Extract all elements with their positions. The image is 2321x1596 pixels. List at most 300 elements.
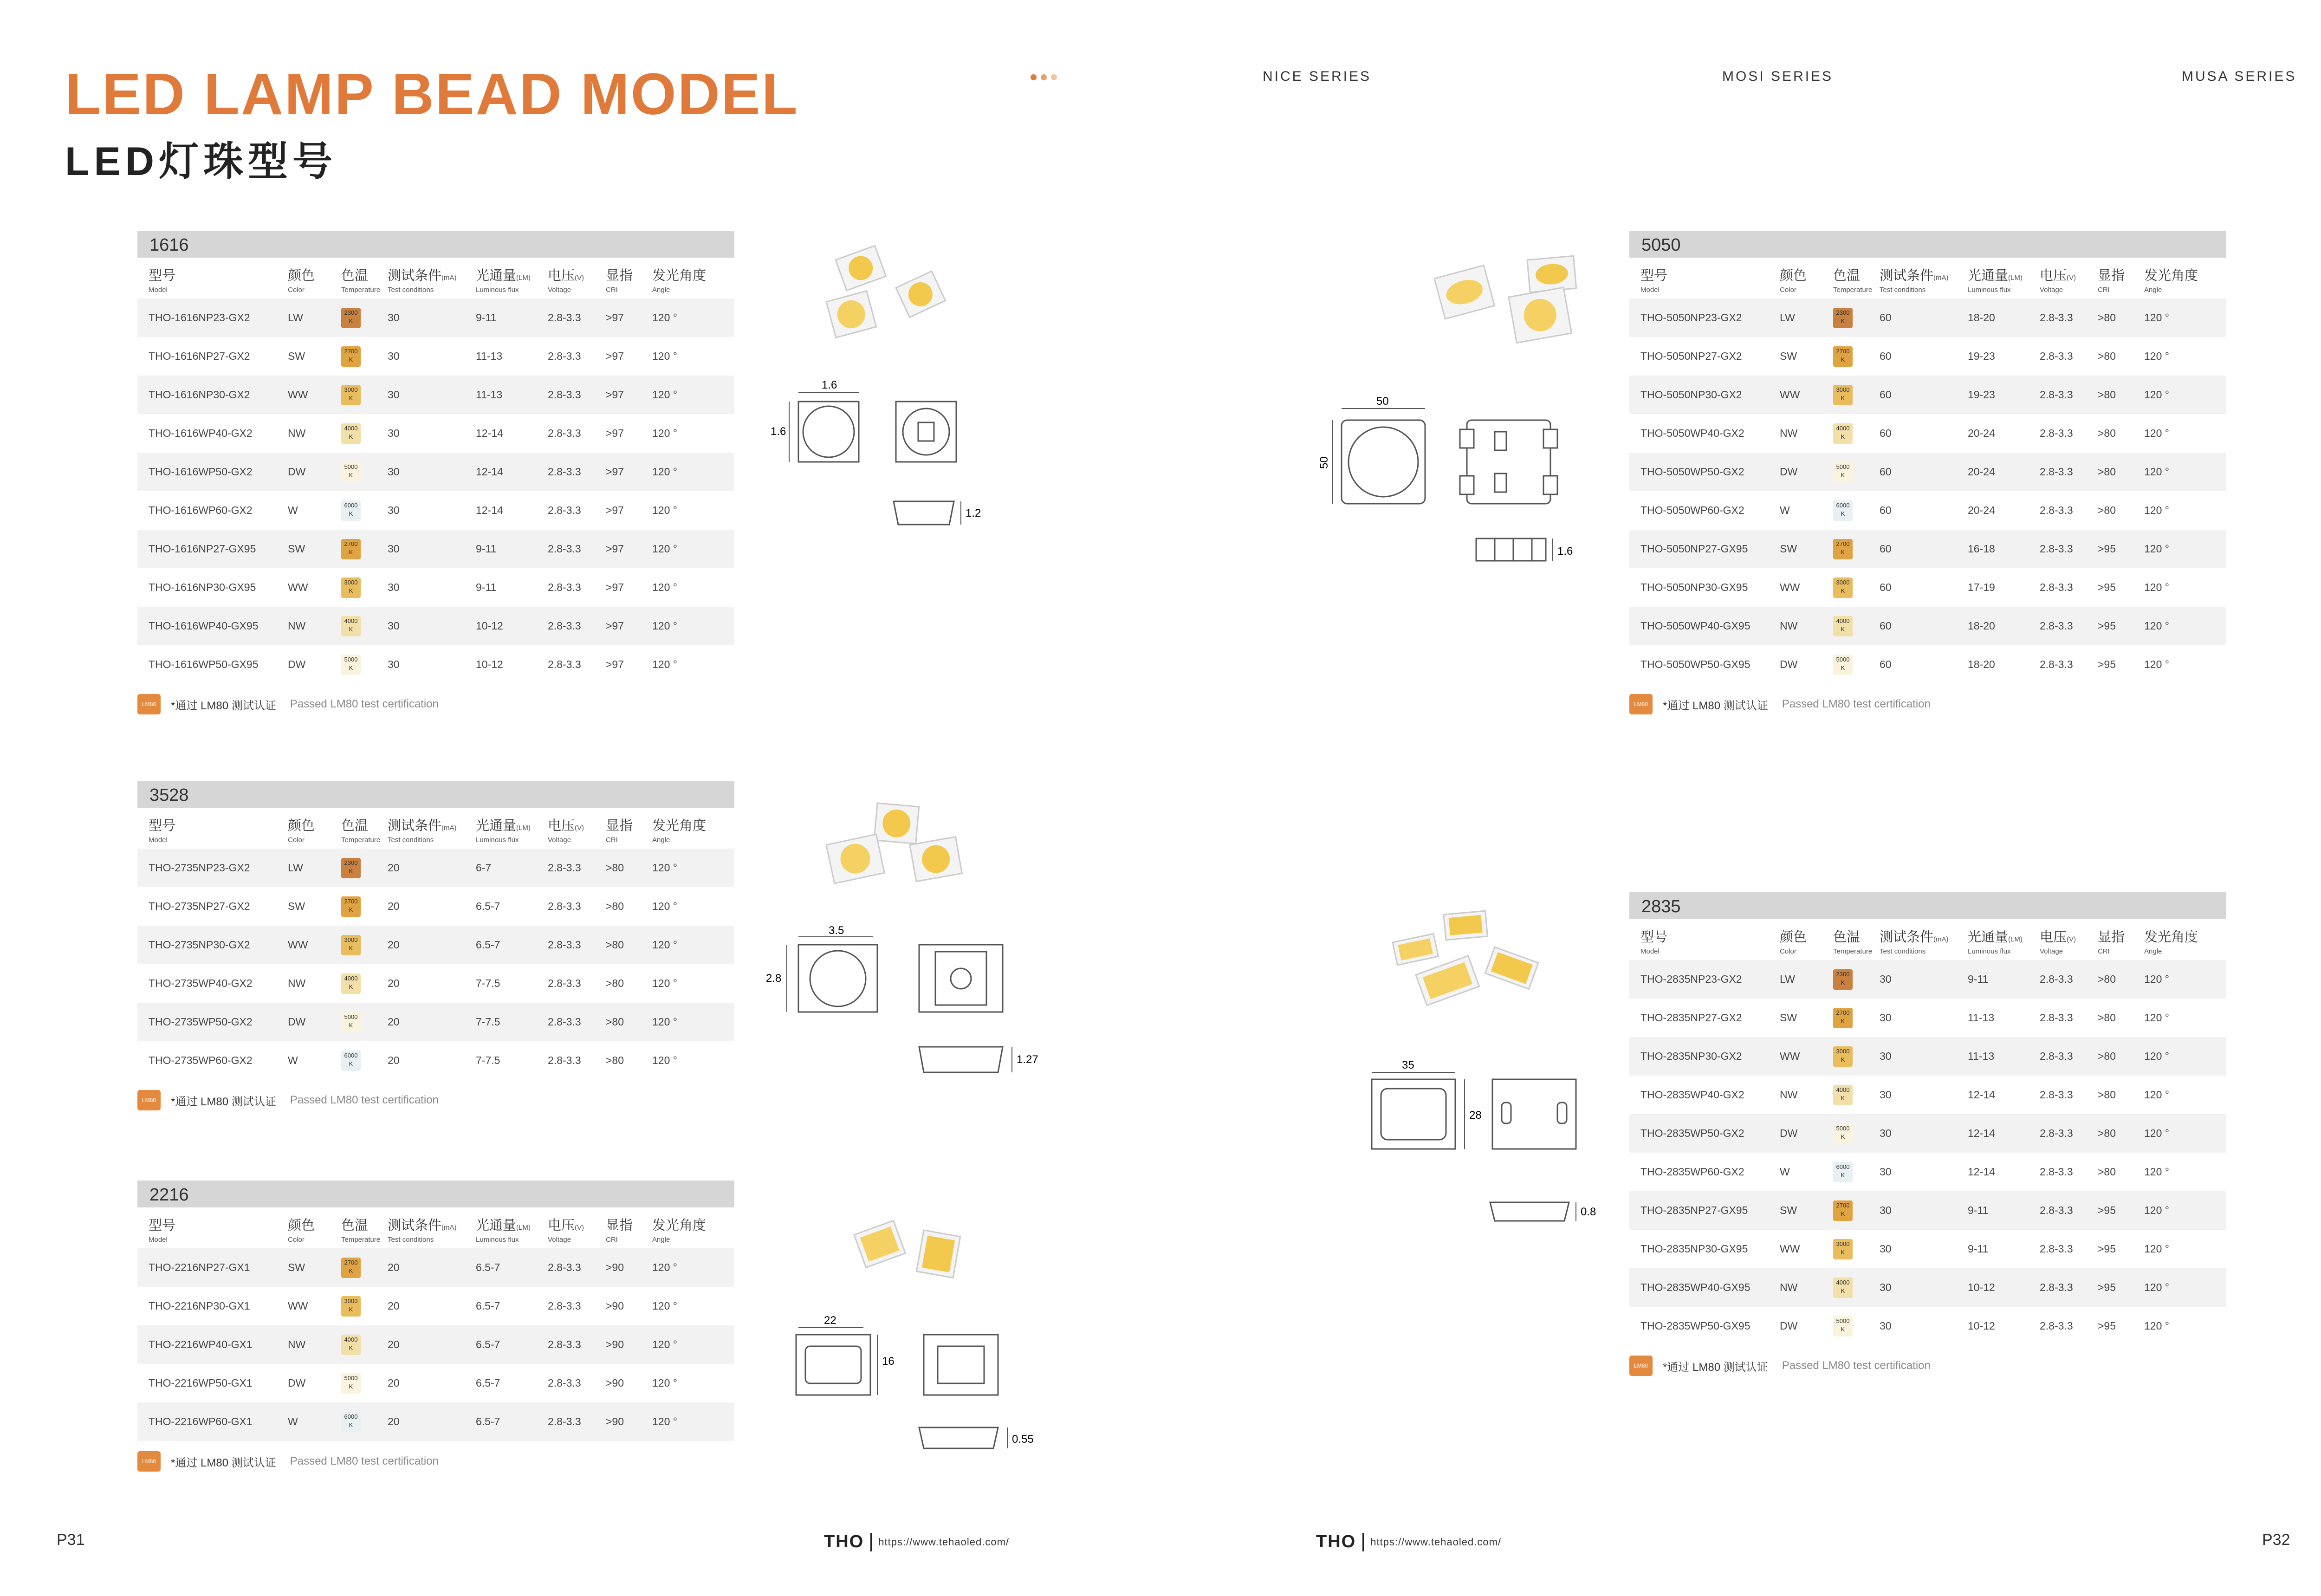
table-row <box>1629 1076 2226 1114</box>
lm80-text-cn: *通过 LM80 测试认证 <box>1663 699 1768 712</box>
temperature-value: 2700 <box>344 540 358 547</box>
cell-cri: >97 <box>606 581 624 593</box>
cell-color: WW <box>1780 581 1800 593</box>
table-row <box>1629 337 2226 376</box>
dim-width-label: 35 <box>1402 1059 1414 1071</box>
dim-width-label: 1.6 <box>822 379 837 391</box>
table-row <box>1629 298 2226 337</box>
temperature-value: 6000 <box>1836 1163 1850 1170</box>
col-cn: 发光角度 <box>2144 268 2198 283</box>
lm80-text-cn: *通过 LM80 测试认证 <box>171 699 276 712</box>
cell-cri: >80 <box>606 1054 624 1066</box>
temperature-value: 5000 <box>1836 463 1850 470</box>
footer-brand-left <box>824 1532 1009 1552</box>
table-row <box>1629 414 2226 453</box>
temperature-swatch: 4000 K <box>341 423 361 444</box>
dim-height-label: 2.8 <box>766 972 782 985</box>
cell-model: THO-2216NP27-GX1 <box>137 1248 288 1287</box>
section-title: 3528 <box>137 781 734 808</box>
cell-model: THO-5050NP30-GX2 <box>1629 376 1780 414</box>
col-en: Temperature <box>1833 286 1873 294</box>
col-en: Luminous flux <box>1968 286 2011 294</box>
cell-model: THO-2735WP50-GX2 <box>137 1003 288 1041</box>
spec-table <box>1629 919 2226 1345</box>
column-header-model <box>137 1207 288 1248</box>
cell-temperature <box>1833 376 1880 414</box>
cell-voltage: 2.8-3.3 <box>2040 1166 2073 1178</box>
dim-thickness-label: 1.2 <box>966 507 981 519</box>
cell-color: NW <box>288 607 341 645</box>
col-en: Angle <box>2144 286 2162 294</box>
col-en: Angle <box>652 286 670 294</box>
table-row <box>137 849 734 887</box>
cell-flux: 18-20 <box>1968 298 2040 337</box>
cell-cri: >97 <box>606 530 652 568</box>
cell-angle: 120 ° <box>652 658 677 670</box>
cell-color: DW <box>1780 453 1833 491</box>
cell-color: NW <box>1780 1089 1798 1101</box>
cell-cri: >90 <box>606 1402 652 1441</box>
col-en: Voltage <box>2040 286 2063 294</box>
col-unit: (mA) <box>1933 274 1949 282</box>
cell-model: THO-2835WP50-GX2 <box>1629 1114 1780 1153</box>
cell-angle: 120 ° <box>652 1300 677 1312</box>
cell-model: THO-1616NP27-GX2 <box>149 350 250 362</box>
cell-temperature <box>341 568 388 607</box>
cell-cri: >95 <box>2098 1268 2144 1307</box>
cell-voltage: 2.8-3.3 <box>548 607 606 645</box>
temperature-swatch: 2300 K <box>1833 969 1853 990</box>
cell-test: 20 <box>388 900 400 912</box>
col-en: Test conditions <box>388 1236 434 1244</box>
temperature-value: 5000 <box>1836 655 1850 663</box>
cell-flux: 7-7.5 <box>476 1054 500 1066</box>
cell-cri: >97 <box>606 658 624 670</box>
table-row <box>137 645 734 684</box>
cell-angle: 120 ° <box>2144 1243 2169 1255</box>
cell-flux: 9-11 <box>476 581 497 593</box>
cell-test: 20 <box>388 1248 476 1287</box>
cell-cri: >80 <box>606 1003 652 1041</box>
table-row <box>1629 1153 2226 1191</box>
cell-voltage: 2.8-3.3 <box>548 1325 606 1364</box>
cell-flux: 10-12 <box>1968 1268 2040 1307</box>
cell-test: 60 <box>1880 298 1968 337</box>
cell-test: 20 <box>388 1377 400 1389</box>
divider <box>870 1533 872 1551</box>
dim-width-label: 22 <box>824 1314 836 1327</box>
cell-test: 60 <box>1880 581 1892 593</box>
cell-color: WW <box>288 926 341 964</box>
cell-flux: 10-12 <box>1968 1320 1995 1332</box>
col-cn: 电压 <box>548 1218 575 1233</box>
temperature-swatch: 5000 K <box>341 1012 361 1032</box>
cell-angle: 120 ° <box>2144 1089 2169 1101</box>
column-header-test <box>1880 919 1968 960</box>
cell-model: THO-1616NP27-GX95 <box>137 530 288 568</box>
led-5050-photo <box>1420 251 1597 357</box>
cell-model: THO-5050NP27-GX95 <box>1629 530 1780 568</box>
column-header-angle <box>652 258 734 298</box>
tho-logo: THO <box>1316 1532 1356 1551</box>
cell-model: THO-2835WP60-GX2 <box>1640 1166 1744 1178</box>
col-en: Model <box>149 836 168 844</box>
led-2835-photo <box>1388 905 1564 1026</box>
cell-temperature <box>341 849 388 887</box>
cell-test: 20 <box>388 1054 400 1066</box>
column-header-model <box>1629 919 1780 960</box>
table-row <box>1629 645 2226 684</box>
cell-model: THO-1616WP40-GX2 <box>149 427 253 439</box>
cell-color: DW <box>1780 1114 1833 1153</box>
column-header-color <box>1780 919 1833 960</box>
cell-test: 20 <box>388 926 476 964</box>
cell-cri: >80 <box>606 900 624 912</box>
cell-voltage: 2.8-3.3 <box>2040 960 2098 999</box>
cell-flux: 6.5-7 <box>476 926 548 964</box>
temperature-swatch: 6000 K <box>341 1412 361 1432</box>
table-row <box>137 414 734 453</box>
section-title: 2835 <box>1629 892 2226 919</box>
cell-test: 30 <box>1880 1114 1968 1153</box>
col-cn: 颜色 <box>288 1218 315 1233</box>
cell-flux: 18-20 <box>1968 658 1995 670</box>
cell-color: WW <box>288 581 308 593</box>
col-cn: 型号 <box>149 268 176 283</box>
cell-flux: 10-12 <box>476 658 503 670</box>
temperature-swatch: 3000 K <box>341 385 361 405</box>
cell-cri: >97 <box>606 298 652 337</box>
col-cn: 测试条件 <box>1880 930 1934 945</box>
cell-model: THO-2735WP60-GX2 <box>149 1054 253 1066</box>
cell-voltage: 2.8-3.3 <box>2040 1243 2073 1255</box>
spec-table <box>137 258 734 684</box>
cell-model: THO-2735NP27-GX2 <box>149 900 250 912</box>
lm80-badge-icon: LM80 <box>137 1090 161 1110</box>
cell-voltage: 2.8-3.3 <box>548 658 581 670</box>
col-unit: (mA) <box>441 274 457 282</box>
cell-flux: 11-13 <box>476 350 503 362</box>
cell-cri: >80 <box>2098 453 2144 491</box>
temperature-swatch: 2700 K <box>1833 1200 1853 1221</box>
cell-flux: 10-12 <box>476 607 548 645</box>
table-row <box>1629 1191 2226 1230</box>
cell-model: THO-5050WP60-GX2 <box>1640 504 1744 516</box>
cell-temperature <box>341 964 388 1003</box>
cell-model: THO-1616WP50-GX95 <box>149 658 259 670</box>
column-header-color <box>288 1207 341 1248</box>
col-en: Voltage <box>548 1236 571 1244</box>
cell-voltage: 2.8-3.3 <box>548 1248 606 1287</box>
table-row <box>137 926 734 964</box>
led-2216-photo <box>845 1216 984 1286</box>
table-row <box>137 1003 734 1041</box>
cell-color: LW <box>288 298 341 337</box>
lm80-badge-icon: LM80 <box>1629 1356 1653 1376</box>
cell-temperature <box>1833 414 1880 453</box>
section-title: 5050 <box>1629 231 2226 258</box>
col-en: Angle <box>652 836 670 844</box>
col-unit: (LM) <box>516 274 531 282</box>
cell-flux: 11-13 <box>1968 1037 2040 1076</box>
col-en: Color <box>288 286 305 294</box>
table-row <box>1629 376 2226 414</box>
temperature-swatch: 4000 K <box>341 616 361 636</box>
col-en: Luminous flux <box>476 836 519 844</box>
table-row <box>1629 568 2226 607</box>
cell-model: THO-5050WP50-GX95 <box>1640 658 1750 670</box>
temperature-value: 2700 <box>344 897 358 905</box>
cell-cri: >95 <box>2098 1320 2116 1332</box>
page-number-left: P31 <box>57 1531 85 1549</box>
cell-cri: >97 <box>606 453 652 491</box>
col-cn: 型号 <box>149 818 176 833</box>
dim-thickness-label: 0.8 <box>1581 1206 1596 1218</box>
cell-test: 30 <box>388 607 476 645</box>
cell-cri: >80 <box>2098 1037 2144 1076</box>
col-cn: 测试条件 <box>388 268 442 283</box>
col-cn: 电压 <box>548 268 575 283</box>
table-row <box>1629 1037 2226 1076</box>
cell-color: DW <box>1780 1320 1798 1332</box>
cell-temperature <box>341 887 388 926</box>
temperature-swatch: 3000 K <box>341 1296 361 1317</box>
temperature-swatch: 2700 K <box>1833 1008 1853 1028</box>
temperature-value: 3000 <box>1836 578 1850 586</box>
column-header-temp <box>341 1207 388 1248</box>
col-en: Color <box>288 836 305 844</box>
temperature-swatch: 3000 K <box>341 577 361 598</box>
cell-temperature <box>1833 1307 1880 1345</box>
cell-angle: 120 ° <box>652 427 677 439</box>
cell-temperature <box>341 1248 388 1287</box>
cell-model: THO-2835NP27-GX95 <box>1629 1191 1780 1230</box>
cell-flux: 6.5-7 <box>476 1377 500 1389</box>
cell-cri: >80 <box>2098 504 2116 516</box>
lm80-certification <box>137 694 734 714</box>
lm80-text-cn: *通过 LM80 测试认证 <box>171 1095 276 1108</box>
cell-test: 30 <box>1880 1166 1892 1178</box>
cell-flux: 12-14 <box>1968 1166 1995 1178</box>
cell-flux: 9-11 <box>476 298 548 337</box>
cell-model: THO-1616WP40-GX95 <box>137 607 288 645</box>
col-en: Model <box>149 1236 168 1244</box>
temperature-value: 6000 <box>344 501 358 509</box>
col-en: Test conditions <box>388 286 434 294</box>
col-unit: (LM) <box>516 1224 531 1232</box>
cell-cri: >80 <box>2098 1089 2116 1101</box>
cell-angle: 120 ° <box>652 298 734 337</box>
cell-temperature <box>341 1041 388 1080</box>
table-row <box>137 453 734 491</box>
col-cn: 型号 <box>149 1218 176 1233</box>
temperature-swatch: 3000 K <box>1833 385 1853 405</box>
cell-flux: 19-23 <box>1968 376 2040 414</box>
spec-table <box>137 808 734 1080</box>
column-header-voltage <box>2040 919 2098 960</box>
cell-model: THO-5050WP40-GX2 <box>1640 427 1744 439</box>
cell-cri: >95 <box>2098 581 2116 593</box>
cell-color: SW <box>1780 1191 1833 1230</box>
cell-flux: 18-20 <box>1968 607 2040 645</box>
column-header-angle <box>652 808 734 849</box>
cell-temperature <box>341 1287 388 1325</box>
cell-model: THO-1616NP30-GX95 <box>149 581 256 593</box>
cell-cri: >80 <box>2098 1166 2116 1178</box>
col-unit: (LM) <box>2008 935 2023 943</box>
website-link[interactable]: https://www.tehaoled.com/ <box>878 1536 1010 1548</box>
cell-temperature <box>341 337 388 376</box>
cell-angle: 120 ° <box>2144 658 2169 670</box>
table-row <box>1629 960 2226 999</box>
column-header-test <box>388 258 476 298</box>
website-link[interactable]: https://www.tehaoled.com/ <box>1370 1536 1502 1548</box>
temperature-value: 6000 <box>344 1413 358 1420</box>
cell-test: 60 <box>1880 504 1892 516</box>
lm80-badge-icon: LM80 <box>1629 694 1653 714</box>
col-en: CRI <box>2098 947 2110 955</box>
col-en: Test conditions <box>1880 286 1926 294</box>
cell-color: DW <box>1780 658 1798 670</box>
cell-voltage: 2.8-3.3 <box>548 298 606 337</box>
col-en: Angle <box>652 1236 670 1244</box>
col-cn: 颜色 <box>288 268 315 283</box>
cell-voltage: 2.8-3.3 <box>548 1003 606 1041</box>
cell-color: SW <box>1780 530 1833 568</box>
cell-angle: 120 ° <box>652 849 734 887</box>
cell-temperature <box>341 414 388 453</box>
spec-section-2835 <box>1629 892 2226 1376</box>
cell-cri: >97 <box>606 427 624 439</box>
cell-temperature <box>1833 1191 1880 1230</box>
cell-model: THO-5050NP23-GX2 <box>1629 298 1780 337</box>
cell-test: 30 <box>1880 1243 1892 1255</box>
col-en: Color <box>1780 947 1796 955</box>
cell-voltage: 2.8-3.3 <box>548 376 606 414</box>
col-unit: (V) <box>575 274 584 282</box>
cell-cri: >80 <box>2098 350 2116 362</box>
table-row <box>1629 1114 2226 1153</box>
cell-flux: 12-14 <box>476 504 503 516</box>
cell-model: THO-1616WP50-GX2 <box>137 453 288 491</box>
temperature-value: 2300 <box>344 859 358 866</box>
cell-flux: 7-7.5 <box>476 1003 548 1041</box>
cell-model: THO-2216WP60-GX1 <box>137 1402 288 1441</box>
col-cn: 发光角度 <box>652 818 707 833</box>
temperature-swatch: 6000 K <box>341 500 361 521</box>
temperature-value: 2700 <box>344 1259 358 1266</box>
cell-cri: >80 <box>2098 1012 2116 1024</box>
col-unit: (V) <box>2067 935 2076 943</box>
nav-mosi-series[interactable]: MOSI SERIES <box>1722 69 1834 84</box>
temperature-swatch: 5000 K <box>341 655 361 675</box>
col-cn: 测试条件 <box>1880 268 1934 283</box>
cell-voltage: 2.8-3.3 <box>2040 1320 2073 1332</box>
cell-cri: >95 <box>2098 1191 2144 1230</box>
cell-angle: 120 ° <box>2144 1191 2226 1230</box>
cell-color: WW <box>1780 376 1833 414</box>
column-header-flux <box>1968 919 2040 960</box>
cell-temperature <box>341 1325 388 1364</box>
cell-color: NW <box>288 1325 341 1364</box>
cell-flux: 6.5-7 <box>476 1300 500 1312</box>
cell-angle: 120 ° <box>652 453 734 491</box>
lm80-badge-icon: LM80 <box>137 694 161 714</box>
column-header-voltage <box>548 1207 606 1248</box>
temperature-swatch: 3000 K <box>1833 1046 1853 1067</box>
cell-angle: 120 ° <box>652 977 677 989</box>
cell-angle: 120 ° <box>652 1325 734 1364</box>
cell-angle: 120 ° <box>652 1248 734 1287</box>
cell-test: 60 <box>1880 453 1968 491</box>
nav-nice-series[interactable]: NICE SERIES <box>1263 69 1372 84</box>
col-en: Model <box>1640 947 1660 955</box>
col-cn: 光通量 <box>1968 268 2009 283</box>
cell-angle: 120 ° <box>652 581 677 593</box>
col-cn: 电压 <box>2040 268 2067 283</box>
cell-temperature <box>1833 1268 1880 1307</box>
lm80-certification <box>137 1451 734 1472</box>
col-cn: 测试条件 <box>388 818 442 833</box>
cell-voltage: 2.8-3.3 <box>2040 427 2073 439</box>
spec-section-2216 <box>137 1181 734 1472</box>
temperature-value: 3000 <box>344 578 358 586</box>
cell-voltage: 2.8-3.3 <box>548 581 581 593</box>
cell-color: NW <box>1780 607 1833 645</box>
cell-voltage: 2.8-3.3 <box>2040 453 2098 491</box>
cell-angle: 120 ° <box>652 376 734 414</box>
cell-cri: >97 <box>606 376 652 414</box>
cell-test: 20 <box>388 1003 476 1041</box>
nav-musa-series[interactable]: MUSA SERIES <box>2182 69 2297 84</box>
cell-voltage: 2.8-3.3 <box>548 1054 581 1066</box>
cell-angle: 120 ° <box>652 1377 677 1389</box>
cell-flux: 9-11 <box>1968 960 2040 999</box>
led-2216-dimension-drawing <box>789 1314 1049 1462</box>
col-cn: 色温 <box>1833 268 1861 283</box>
cell-cri: >95 <box>2098 1243 2116 1255</box>
lm80-text-cn: *通过 LM80 测试认证 <box>1663 1361 1768 1374</box>
col-cn: 光通量 <box>476 1218 517 1233</box>
cell-cri: >80 <box>2098 1114 2144 1153</box>
cell-color: NW <box>288 977 306 989</box>
column-header-flux <box>476 1207 548 1248</box>
cell-color: WW <box>288 1300 308 1312</box>
dim-height-label: 28 <box>1469 1109 1482 1122</box>
led-3528-photo <box>817 798 966 919</box>
cell-voltage: 2.8-3.3 <box>548 1402 606 1441</box>
cell-angle: 120 ° <box>2144 607 2226 645</box>
col-cn: 显指 <box>606 268 633 283</box>
cell-test: 20 <box>388 1325 476 1364</box>
cell-test: 30 <box>1880 1037 1968 1076</box>
temperature-swatch: 5000 K <box>1833 1123 1853 1144</box>
dot <box>1051 74 1057 80</box>
cell-model: THO-1616NP30-GX2 <box>137 376 288 414</box>
table-row <box>1629 1230 2226 1268</box>
cell-color: SW <box>288 1248 341 1287</box>
col-cn: 显指 <box>2098 268 2125 283</box>
temperature-swatch: 4000 K <box>341 1335 361 1355</box>
table-row <box>137 1402 734 1441</box>
dot <box>1041 74 1047 80</box>
dim-height-label: 50 <box>1318 456 1330 469</box>
table-row <box>1629 491 2226 530</box>
temperature-value: 6000 <box>344 1051 358 1059</box>
lm80-certification <box>137 1090 734 1110</box>
col-cn: 显指 <box>606 1218 633 1233</box>
cell-voltage: 2.8-3.3 <box>548 1300 581 1312</box>
